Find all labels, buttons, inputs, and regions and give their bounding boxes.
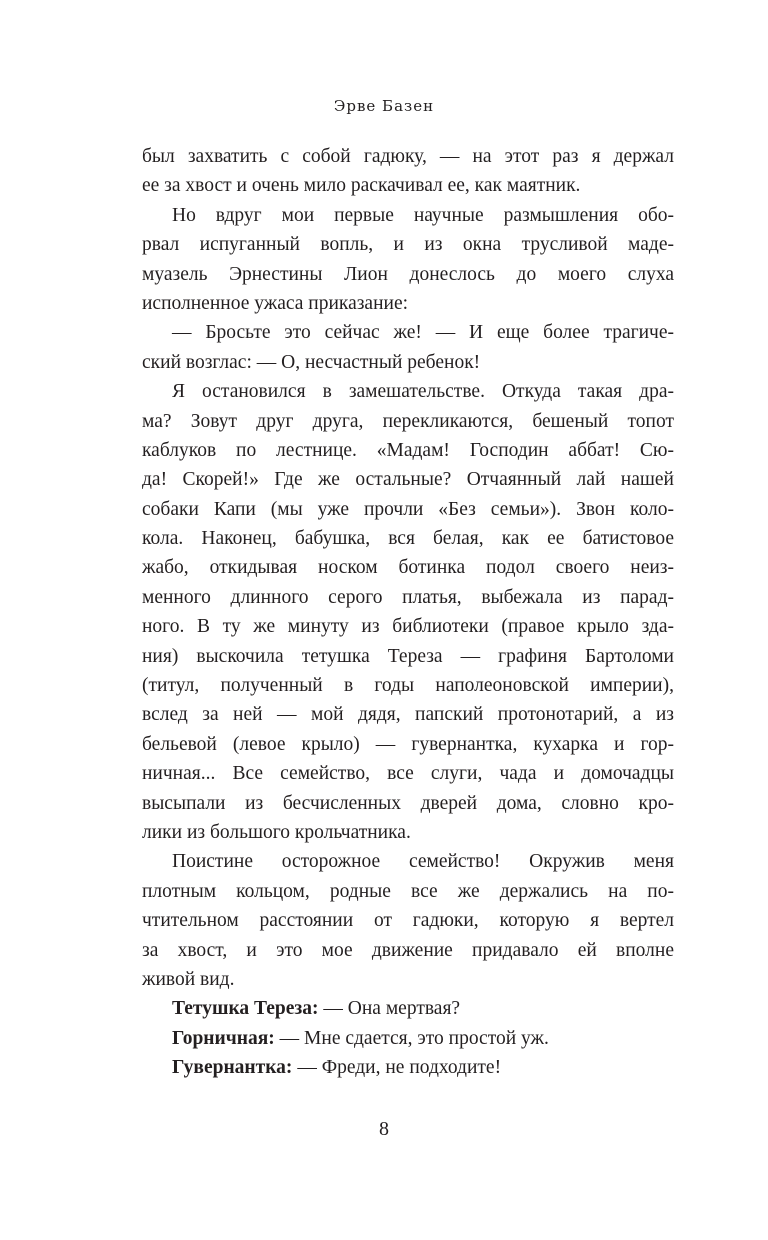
- text-line: Но вдруг мои первые научные размышления обо-: [172, 204, 674, 226]
- text-line: был захватить с собой гадюку, — на этот раз я держал: [142, 146, 674, 167]
- text-line: (титул, полученный в годы наполеоновской империи),: [142, 675, 674, 697]
- text-line: за хвост, и это мое движение придавало ей вполне: [142, 939, 674, 961]
- text-line: рвал испуганный вопль, и из окна трусливой маде-: [142, 234, 674, 256]
- text-line: жабо, откидывая носком ботинка подол своего неиз-: [142, 557, 674, 579]
- running-title: Эрве Базен: [333, 97, 435, 115]
- text-line: ного. В ту же минуту из библиотеки (правое крыло зда-: [142, 616, 674, 638]
- dialogue-line: [142, 1024, 674, 1053]
- text-line: исполненное ужаса приказание:: [142, 292, 409, 314]
- page-number: 8: [379, 1118, 389, 1140]
- text-line: Поистине осторожное семейство! Окружив меня: [172, 851, 674, 873]
- dialogue-line: [142, 1053, 674, 1082]
- text-line: чтительном расстоянии от гадюки, которую я вертел: [142, 910, 674, 932]
- text-line: ее за хвост и очень мило раскачивал ее, как маятник.: [142, 175, 581, 197]
- dialogue-text: — Мне сдается, это простой уж.: [274, 1027, 549, 1049]
- text-line: ничная... Все семейство, все слуги, чада и домочадцы: [142, 763, 674, 785]
- text-line: плотным кольцом, родные все же держались на по-: [142, 880, 674, 902]
- text-line: ский возглас: — О, несчастный ребенок!: [142, 351, 481, 373]
- text-line: собаки Капи (мы уже прочли «Без семьи»). Звон коло-: [142, 498, 674, 520]
- dialogue-speaker: Горничная:: [172, 1027, 275, 1049]
- text-line: Я остановился в замешательстве. Откуда такая дра-: [172, 381, 674, 403]
- text-line: лики из большого крольчатника.: [142, 821, 411, 843]
- text-line: менного длинного серого платья, выбежала из парад-: [142, 586, 674, 608]
- text-line: муазель Эрнестины Лион донеслось до моего слуха: [142, 263, 674, 285]
- text-line: высыпали из бесчисленных дверей дома, словно кро-: [142, 792, 674, 814]
- text-line: ния) выскочила тетушка Тереза — графиня Бартоломи: [142, 645, 674, 667]
- text-line: кола. Наконец, бабушка, вся белая, как ее батистовое: [142, 528, 674, 550]
- text-line: вслед за ней — мой дядя, папский протонотарий, а из: [142, 704, 674, 726]
- text-line: бельевой (левое крыло) — гувернантка, кухарка и гор-: [142, 733, 674, 755]
- dialogue-speaker: Гувернантка:: [172, 1057, 293, 1079]
- text-line: ма? Зовут друг друга, перекликаются, бешеный топот: [142, 410, 674, 432]
- text-line: — Бросьте это сейчас же! — И еще более трагиче-: [172, 322, 674, 344]
- text-line: живой вид.: [142, 968, 235, 990]
- dialogue-speaker: Тетушка Тереза:: [172, 998, 319, 1020]
- text-line: да! Скорей!» Где же остальные? Отчаянный лай нашей: [142, 469, 674, 491]
- dialogue-text: — Она мертвая?: [318, 998, 461, 1020]
- text-line: каблуков по лестнице. «Мадам! Господин аббат! Сю-: [142, 439, 674, 461]
- body-text: [142, 142, 674, 1083]
- dialogue-text: — Фреди, не подходите!: [292, 1057, 502, 1079]
- dialogue-line: [142, 994, 674, 1023]
